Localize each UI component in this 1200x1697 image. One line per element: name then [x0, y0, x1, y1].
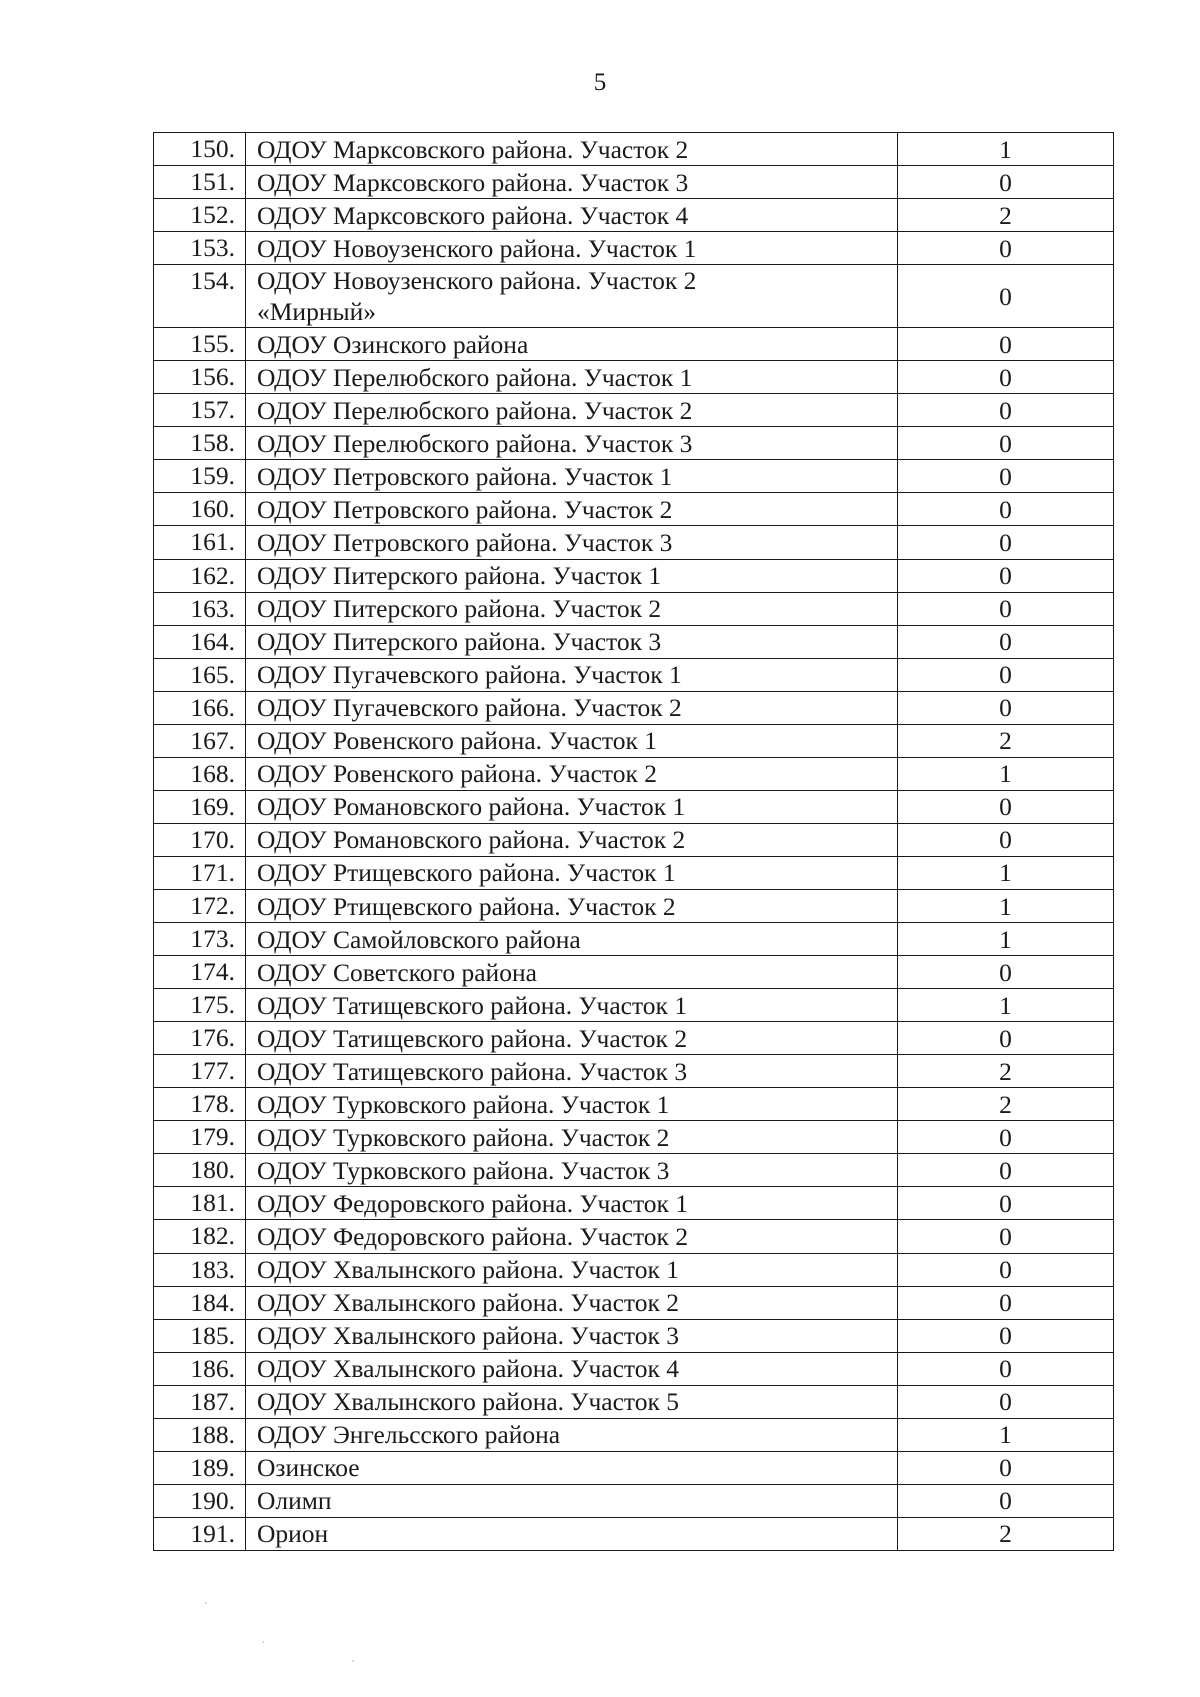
row-number: 160.: [154, 493, 246, 526]
row-name-cell: [246, 1022, 898, 1055]
table-row: [154, 265, 1114, 328]
row-number: 156.: [154, 361, 246, 394]
row-name: ОДОУ Марксовского района. Участок 4: [257, 200, 689, 230]
table-row: [154, 724, 1114, 757]
row-name-cell: [246, 691, 898, 724]
table-row: [154, 790, 1114, 823]
row-name-cell: [246, 757, 898, 790]
table-row: [154, 989, 1114, 1022]
table-row: [154, 1154, 1114, 1187]
row-number: 179.: [154, 1121, 246, 1154]
row-name-cell: [246, 1187, 898, 1220]
row-name-cell: [246, 166, 898, 199]
table-row: [154, 1253, 1114, 1286]
row-value: 0: [898, 1253, 1114, 1286]
row-name: ОДОУ Хвалынского района. Участок 4: [257, 1354, 679, 1384]
row-name: ОДОУ Петровского района. Участок 1: [257, 461, 673, 491]
row-value: 2: [898, 1088, 1114, 1121]
row-number: 182.: [154, 1220, 246, 1253]
row-name: ОДОУ Советского района: [257, 957, 537, 987]
row-number: 153.: [154, 232, 246, 265]
row-name-cell: [246, 1154, 898, 1187]
row-name: ОДОУ Хвалынского района. Участок 2: [257, 1288, 679, 1318]
row-number: 167.: [154, 724, 246, 757]
row-name-cell: [246, 1451, 898, 1484]
row-name: ОДОУ Озинского района: [257, 329, 529, 359]
table-row: [154, 956, 1114, 989]
row-value: 0: [898, 658, 1114, 691]
table-row: [154, 889, 1114, 922]
row-value: 0: [898, 1286, 1114, 1319]
row-value: 1: [898, 923, 1114, 956]
row-name-cell: [246, 460, 898, 493]
row-number: 162.: [154, 559, 246, 592]
results-table: [153, 132, 1114, 1551]
row-number: 151.: [154, 166, 246, 199]
row-name-cell: [246, 1220, 898, 1253]
row-number: 164.: [154, 625, 246, 658]
row-value: 2: [898, 199, 1114, 232]
row-value: 0: [898, 1484, 1114, 1517]
row-number: 169.: [154, 790, 246, 823]
row-name-cell: [246, 427, 898, 460]
row-name: ОДОУ Петровского района. Участок 2: [257, 494, 673, 524]
row-value: 0: [898, 1220, 1114, 1253]
table-row: [154, 493, 1114, 526]
row-number: 155.: [154, 328, 246, 361]
row-name-cell: [246, 1352, 898, 1385]
table-row: [154, 592, 1114, 625]
row-name: ОДОУ Романовского района. Участок 2: [257, 825, 686, 855]
row-name: ОДОУ Питерского района. Участок 2: [257, 594, 662, 624]
table-row: [154, 625, 1114, 658]
row-name: ОДОУ Новоузенского района. Участок 2 «Мирный»: [257, 266, 697, 327]
row-value: 0: [898, 956, 1114, 989]
row-number: 171.: [154, 856, 246, 889]
table-row: [154, 1220, 1114, 1253]
row-number: 161.: [154, 526, 246, 559]
row-number: 175.: [154, 989, 246, 1022]
row-value: 1: [898, 856, 1114, 889]
row-value: 0: [898, 1022, 1114, 1055]
row-name: ОДОУ Ртищевского района. Участок 1: [257, 858, 676, 888]
table-row: [154, 1187, 1114, 1220]
row-name-cell: [246, 1418, 898, 1451]
row-value: 1: [898, 133, 1114, 166]
row-number: 172.: [154, 889, 246, 922]
row-name: ОДОУ Ртищевского района. Участок 2: [257, 891, 676, 921]
row-number: 178.: [154, 1088, 246, 1121]
table-row: [154, 923, 1114, 956]
row-name-cell: [246, 724, 898, 757]
row-name: ОДОУ Перелюбского района. Участок 2: [257, 395, 693, 425]
row-name-cell: [246, 592, 898, 625]
table-row: [154, 658, 1114, 691]
row-name: ОДОУ Турковского района. Участок 1: [257, 1089, 670, 1119]
row-number: 180.: [154, 1154, 246, 1187]
row-name-cell: [246, 856, 898, 889]
row-number: 176.: [154, 1022, 246, 1055]
row-value: 2: [898, 1517, 1114, 1550]
row-name: ОДОУ Ровенского района. Участок 1: [257, 726, 657, 756]
row-name: ОДОУ Питерского района. Участок 3: [257, 627, 662, 657]
row-value: 0: [898, 1451, 1114, 1484]
table-row: [154, 1517, 1114, 1550]
row-value: 0: [898, 1121, 1114, 1154]
table-row: [154, 1088, 1114, 1121]
row-value: 2: [898, 1055, 1114, 1088]
row-value: 0: [898, 328, 1114, 361]
row-number: 150.: [154, 133, 246, 166]
row-name-cell: [246, 526, 898, 559]
row-name: Олимп: [257, 1486, 332, 1516]
row-name: Орион: [257, 1519, 329, 1549]
table-row: [154, 361, 1114, 394]
table-row: [154, 1286, 1114, 1319]
row-value: 0: [898, 493, 1114, 526]
row-name-cell: [246, 559, 898, 592]
table-row: [154, 691, 1114, 724]
table-row: [154, 559, 1114, 592]
row-value: 0: [898, 790, 1114, 823]
row-name-cell: [246, 823, 898, 856]
table-row: [154, 166, 1114, 199]
row-name: ОДОУ Татищевского района. Участок 3: [257, 1056, 688, 1086]
row-number: 189.: [154, 1451, 246, 1484]
row-name-cell: [246, 493, 898, 526]
row-name-cell: [246, 265, 898, 328]
row-name: ОДОУ Татищевского района. Участок 2: [257, 1023, 688, 1053]
row-name-cell: [246, 790, 898, 823]
row-name-cell: [246, 1088, 898, 1121]
row-name: ОДОУ Федоровского района. Участок 2: [257, 1221, 689, 1251]
row-name-cell: [246, 1055, 898, 1088]
row-name-cell: [246, 658, 898, 691]
row-value: 0: [898, 559, 1114, 592]
row-name: ОДОУ Ровенского района. Участок 2: [257, 759, 657, 789]
row-name: ОДОУ Федоровского района. Участок 1: [257, 1188, 689, 1218]
row-name: ОДОУ Татищевского района. Участок 1: [257, 990, 688, 1020]
row-value: 0: [898, 1319, 1114, 1352]
row-value: 0: [898, 592, 1114, 625]
row-name: ОДОУ Новоузенского района. Участок 1: [257, 233, 697, 263]
row-number: 185.: [154, 1319, 246, 1352]
row-name-cell: [246, 625, 898, 658]
table-row: [154, 199, 1114, 232]
row-value: 0: [898, 1187, 1114, 1220]
row-number: 187.: [154, 1385, 246, 1418]
row-value: 1: [898, 757, 1114, 790]
table-row: [154, 1352, 1114, 1385]
row-value: 1: [898, 989, 1114, 1022]
row-name-cell: [246, 1286, 898, 1319]
row-name: ОДОУ Хвалынского района. Участок 5: [257, 1387, 679, 1417]
scan-speck: [205, 1602, 207, 1604]
table-row: [154, 856, 1114, 889]
row-number: 183.: [154, 1253, 246, 1286]
row-number: 177.: [154, 1055, 246, 1088]
table-row: [154, 823, 1114, 856]
row-name-cell: [246, 923, 898, 956]
row-name: ОДОУ Энгельсского района: [257, 1420, 561, 1450]
row-number: 152.: [154, 199, 246, 232]
row-value: 0: [898, 232, 1114, 265]
row-value: 0: [898, 1385, 1114, 1418]
row-name-cell: [246, 328, 898, 361]
table-row: [154, 1121, 1114, 1154]
table-row: [154, 460, 1114, 493]
row-number: 191.: [154, 1517, 246, 1550]
row-name-cell: [246, 956, 898, 989]
table-row: [154, 232, 1114, 265]
row-name: ОДОУ Хвалынского района. Участок 3: [257, 1321, 679, 1351]
row-name: ОДОУ Перелюбского района. Участок 3: [257, 428, 693, 458]
row-name: ОДОУ Пугачевского района. Участок 2: [257, 693, 682, 723]
row-name: Озинское: [257, 1453, 360, 1483]
row-number: 186.: [154, 1352, 246, 1385]
row-value: 0: [898, 1154, 1114, 1187]
table-row: [154, 394, 1114, 427]
row-number: 184.: [154, 1286, 246, 1319]
row-number: 173.: [154, 923, 246, 956]
row-name: ОДОУ Хвалынского района. Участок 1: [257, 1255, 679, 1285]
table-row: [154, 1484, 1114, 1517]
row-name: ОДОУ Турковского района. Участок 2: [257, 1122, 670, 1152]
row-value: 0: [898, 427, 1114, 460]
row-number: 159.: [154, 460, 246, 493]
row-number: 158.: [154, 427, 246, 460]
table-row: [154, 427, 1114, 460]
table-row: [154, 328, 1114, 361]
table-row: [154, 526, 1114, 559]
row-value: 2: [898, 724, 1114, 757]
row-name-cell: [246, 1253, 898, 1286]
row-number: 170.: [154, 823, 246, 856]
row-value: 0: [898, 361, 1114, 394]
row-number: 166.: [154, 691, 246, 724]
row-number: 157.: [154, 394, 246, 427]
table-row: [154, 1418, 1114, 1451]
row-name-cell: [246, 1319, 898, 1352]
row-name: ОДОУ Романовского района. Участок 1: [257, 792, 686, 822]
row-value: 1: [898, 1418, 1114, 1451]
table-row: [154, 1055, 1114, 1088]
scan-speck: [262, 1641, 264, 1643]
row-name-cell: [246, 232, 898, 265]
table-row: [154, 1319, 1114, 1352]
row-name-cell: [246, 989, 898, 1022]
row-name-cell: [246, 199, 898, 232]
page-number: 5: [593, 69, 607, 96]
row-name: ОДОУ Перелюбского района. Участок 1: [257, 362, 693, 392]
row-value: 0: [898, 625, 1114, 658]
row-value: 1: [898, 889, 1114, 922]
row-number: 154.: [154, 265, 246, 328]
row-value: 0: [898, 691, 1114, 724]
row-name: ОДОУ Самойловского района: [257, 924, 581, 954]
row-name: ОДОУ Марксовского района. Участок 2: [257, 134, 689, 164]
table-row: [154, 133, 1114, 166]
row-value: 0: [898, 526, 1114, 559]
scan-speck: [352, 1660, 354, 1662]
row-name: ОДОУ Турковского района. Участок 3: [257, 1155, 670, 1185]
row-value: 0: [898, 823, 1114, 856]
row-number: 174.: [154, 956, 246, 989]
row-number: 190.: [154, 1484, 246, 1517]
row-number: 188.: [154, 1418, 246, 1451]
row-name-cell: [246, 361, 898, 394]
row-value: 0: [898, 394, 1114, 427]
row-name-cell: [246, 1385, 898, 1418]
row-number: 168.: [154, 757, 246, 790]
table-row: [154, 757, 1114, 790]
row-value: 0: [898, 460, 1114, 493]
row-number: 163.: [154, 592, 246, 625]
row-name-cell: [246, 1484, 898, 1517]
row-number: 181.: [154, 1187, 246, 1220]
table-row: [154, 1022, 1114, 1055]
row-name: ОДОУ Питерского района. Участок 1: [257, 561, 662, 591]
row-value: 0: [898, 265, 1114, 328]
row-name-cell: [246, 1121, 898, 1154]
table-body: [154, 133, 1114, 1551]
row-name: ОДОУ Пугачевского района. Участок 1: [257, 660, 682, 690]
row-name-cell: [246, 394, 898, 427]
row-number: 165.: [154, 658, 246, 691]
table-row: [154, 1451, 1114, 1484]
row-name-cell: [246, 133, 898, 166]
table-row: [154, 1385, 1114, 1418]
row-name: ОДОУ Марксовского района. Участок 3: [257, 167, 689, 197]
row-name: ОДОУ Петровского района. Участок 3: [257, 527, 673, 557]
row-name-cell: [246, 1517, 898, 1550]
row-name-cell: [246, 889, 898, 922]
row-value: 0: [898, 166, 1114, 199]
row-value: 0: [898, 1352, 1114, 1385]
